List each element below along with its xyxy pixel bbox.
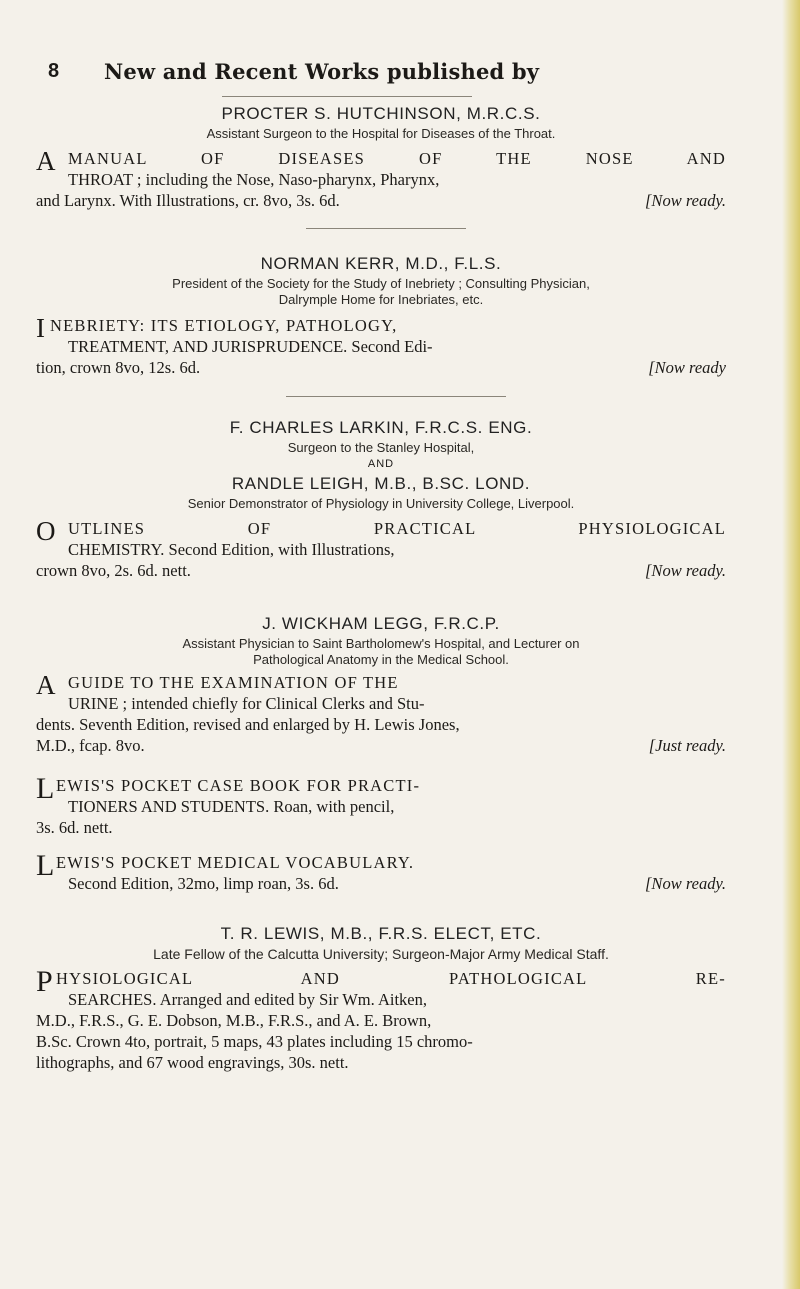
book-entry	[36, 518, 726, 581]
entry-line: 3s. 6d. nett.	[36, 818, 113, 837]
drop-initial: A	[36, 146, 56, 176]
entry-line: M.D., F.R.S., G. E. Dobson, M.B., F.R.S., and A. E. Brown,	[36, 1011, 432, 1030]
author-affiliation: Assistant Surgeon to the Hospital for Diseases of the Throat.	[206, 126, 556, 141]
author-heading: PROCTER S. HUTCHINSON, M.R.C.S.	[221, 104, 541, 123]
author-affiliation: Assistant Physician to Saint Bartholomew's Hospital, and Lecturer on	[182, 636, 580, 651]
author-heading: J. WICKHAM LEGG, F.R.C.P.	[262, 614, 500, 633]
rule-divider	[222, 96, 472, 97]
drop-initial: O	[36, 516, 56, 546]
book-entry	[36, 672, 726, 756]
author-heading: T. R. LEWIS, M.B., F.R.S. ELECT, ETC.	[220, 924, 542, 943]
entry-line: TIONERS AND STUDENTS. Roan, with pencil,	[68, 797, 395, 816]
drop-initial: A	[36, 670, 56, 700]
entry-line: crown 8vo, 2s. 6d. nett. [Now ready.	[36, 561, 726, 580]
book-entry	[36, 772, 726, 838]
rule-divider	[306, 228, 466, 229]
drop-initial: I	[36, 313, 45, 343]
author-affiliation: Surgeon to the Stanley Hospital,	[287, 440, 475, 455]
entry-line: Second Edition, 32mo, limp roan, 3s. 6d. [Now ready.	[68, 874, 726, 893]
entry-line: EWIS'S POCKET MEDICAL VOCABULARY.	[56, 853, 415, 872]
author-affiliation: Senior Demonstrator of Physiology in University College, Liverpool.	[187, 496, 575, 511]
entry-line: NEBRIETY: ITS ETIOLOGY, PATHOLOGY,	[50, 316, 398, 335]
entry-line: SEARCHES. Arranged and edited by Sir Wm. Aitken,	[68, 990, 427, 1009]
entry-line: EWIS'S POCKET CASE BOOK FOR PRACTI-	[56, 776, 421, 795]
entry-line: URINE ; intended chiefly for Clinical Clerks and Stu-	[68, 694, 425, 713]
page-edge	[782, 0, 800, 1289]
entry-line: and Larynx. With Illustrations, cr. 8vo, 3s. 6d. [Now ready.	[36, 191, 726, 210]
availability-status: [Now ready.	[645, 561, 726, 580]
entry-line: tion, crown 8vo, 12s. 6d. [Now ready	[36, 358, 726, 377]
book-entry	[36, 148, 726, 211]
running-head	[36, 60, 726, 90]
availability-status: [Now ready.	[645, 874, 726, 893]
entry-line: GUIDE TO THE EXAMINATION OF THE	[68, 673, 399, 692]
book-entry	[36, 315, 726, 378]
entry-line: CHEMISTRY. Second Edition, with Illustrations,	[68, 540, 395, 559]
entry-line: M.D., fcap. 8vo. [Just ready.	[36, 736, 726, 755]
author-affiliation: President of the Society for the Study of Inebriety ; Consulting Physician,	[172, 276, 590, 291]
author-affiliation: Late Fellow of the Calcutta University; Surgeon-Major Army Medical Staff.	[153, 946, 609, 962]
entry-line: TREATMENT, AND JURISPRUDENCE. Second Edi-	[68, 337, 433, 356]
author-heading: RANDLE LEIGH, M.B., B.SC. LOND.	[231, 474, 531, 493]
entry-line: UTLINES OF PRACTICAL PHYSIOLOGICAL	[68, 519, 726, 538]
availability-status: [Now ready	[648, 358, 726, 377]
rule-divider	[286, 396, 506, 397]
book-entry	[36, 849, 726, 894]
entry-line: THROAT ; including the Nose, Naso-pharynx, Pharynx,	[68, 170, 440, 189]
availability-status: [Now ready.	[645, 191, 726, 210]
drop-initial: L	[36, 849, 55, 882]
author-affiliation: Pathological Anatomy in the Medical School.	[253, 652, 509, 667]
entry-line: dents. Seventh Edition, revised and enlarged by H. Lewis Jones,	[36, 715, 460, 734]
availability-status: [Just ready.	[648, 736, 726, 755]
author-heading: F. CHARLES LARKIN, F.R.C.S. ENG.	[229, 418, 533, 437]
entry-line: MANUAL OF DISEASES OF THE NOSE AND	[68, 149, 726, 168]
drop-initial: P	[36, 965, 53, 998]
entry-line: B.Sc. Crown 4to, portrait, 5 maps, 43 plates including 15 chromo-	[36, 1032, 473, 1051]
author-affiliation: Dalrymple Home for Inebriates, etc.	[278, 292, 484, 307]
conjunction-and: AND	[367, 458, 395, 470]
entry-line: lithographs, and 67 wood engravings, 30s. nett.	[36, 1053, 349, 1072]
page-number: 8	[48, 60, 60, 82]
book-entry	[36, 965, 726, 1073]
entry-line: HYSIOLOGICAL AND PATHOLOGICAL RE-	[56, 969, 726, 988]
running-head-title: New and Recent Works published by	[104, 59, 540, 84]
author-heading: NORMAN KERR, M.D., F.L.S.	[260, 254, 502, 273]
drop-initial: L	[36, 772, 55, 805]
